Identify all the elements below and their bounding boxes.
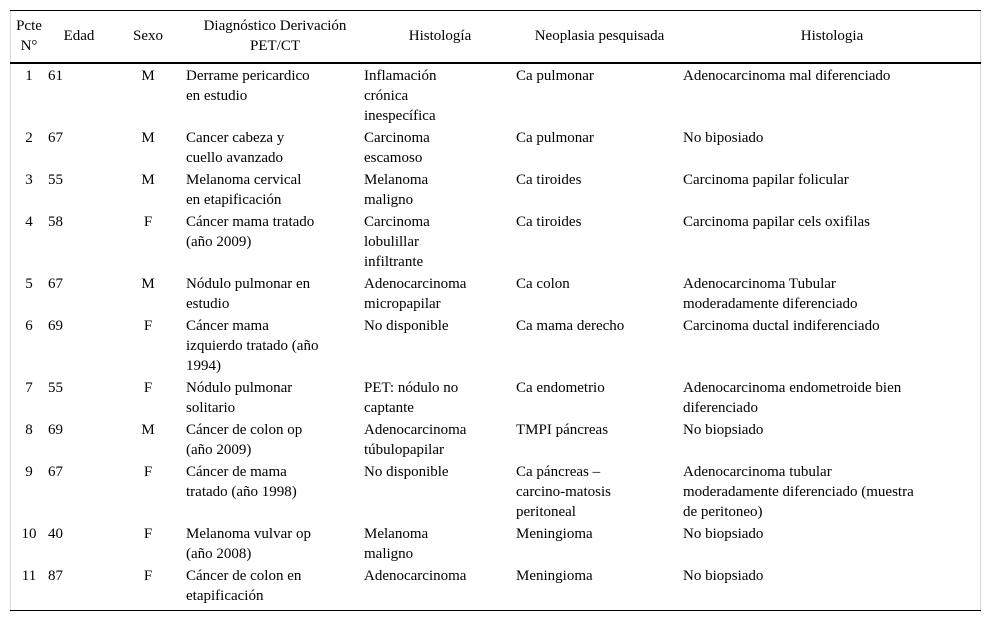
- header-histologia-2: [683, 11, 981, 63]
- cell-line: cuello avanzado: [186, 149, 284, 166]
- cell-line: escamoso: [364, 149, 423, 166]
- cell-edad: 87: [48, 564, 110, 611]
- cell-line: estudio: [186, 295, 230, 312]
- cell-edad: 67: [48, 275, 63, 292]
- cell-diagnostico: [186, 63, 364, 126]
- cell-line: Nódulo pulmonar: [186, 379, 293, 396]
- header-line: PET/CT: [249, 38, 300, 55]
- cell-line: maligno: [364, 545, 414, 562]
- cell-pcte-num: 1: [25, 67, 33, 84]
- cell-diagnostico: [186, 210, 364, 272]
- cell-line: Melanoma: [364, 525, 429, 542]
- cell-line: (año 2009): [186, 233, 252, 250]
- cell-neoplasia: [516, 272, 683, 314]
- cell-line: No disponible: [364, 463, 449, 480]
- cell-line: Carcinoma papilar folicular: [683, 171, 849, 188]
- cell-pcte-num: 8: [25, 421, 33, 438]
- cell-line: Derrame pericardico: [186, 67, 310, 84]
- cell-line: No biposiado: [683, 129, 764, 146]
- cell-histologia: [364, 168, 516, 210]
- cell-line: Carcinoma: [364, 213, 430, 230]
- header-line: Histologia: [800, 28, 864, 45]
- table-row: [10, 522, 981, 564]
- cell-pcte-num: 3: [25, 171, 33, 188]
- cell-pcte-num: 7: [25, 379, 33, 396]
- cell-histologia-2: [683, 460, 981, 522]
- table-row: [10, 460, 981, 522]
- table-row: [10, 168, 981, 210]
- cell-neoplasia: [516, 314, 683, 376]
- cell-line: Ca pulmonar: [516, 129, 594, 146]
- cell-histologia-2: [683, 564, 981, 611]
- cell-diagnostico: [186, 564, 364, 611]
- cell-line: 1994): [186, 357, 221, 374]
- cell-line: en etapificación: [186, 191, 282, 208]
- cell-histologia: [364, 418, 516, 460]
- cell-line: Cancer cabeza y: [186, 129, 285, 146]
- cell-line: lobulillar: [364, 233, 419, 250]
- cell-histologia: [364, 564, 516, 611]
- cell-line: tratado (año 1998): [186, 483, 297, 500]
- header-line: N°: [20, 38, 38, 55]
- cell-line: No biopsiado: [683, 525, 764, 542]
- cell-sexo: M: [141, 171, 155, 188]
- cell-diagnostico: [186, 418, 364, 460]
- header-line: Edad: [63, 28, 95, 45]
- table-container: [10, 10, 981, 612]
- cell-line: infiltrante: [364, 253, 424, 270]
- cell-line: Adenocarcinoma: [364, 421, 467, 438]
- cell-line: TMPI páncreas: [516, 421, 609, 438]
- cell-edad: 67: [48, 129, 63, 146]
- table-row: [10, 63, 981, 126]
- cell-line: moderadamente diferenciado (muestra: [683, 483, 914, 500]
- table-row: [10, 210, 981, 272]
- cell-line: Ca colon: [516, 275, 570, 292]
- cell-histologia-2: [683, 522, 981, 564]
- table-row: [10, 564, 981, 611]
- cell-line: izquierdo tratado (año: [186, 337, 319, 354]
- cell-histologia-2: [683, 418, 981, 460]
- cell-line: carcino-matosis: [516, 483, 611, 500]
- cell-histologia-2: [683, 314, 981, 376]
- cell-line: túbulopapilar: [364, 441, 444, 458]
- cell-sexo: F: [110, 564, 186, 611]
- cell-diagnostico: [186, 376, 364, 418]
- cell-line: Adenocarcinoma: [364, 275, 467, 292]
- header-line: Neoplasia pesquisada: [534, 28, 665, 45]
- cell-pcte-num: 9: [25, 463, 33, 480]
- cell-line: (año 2009): [186, 441, 252, 458]
- cell-line: Meningioma: [516, 525, 593, 542]
- cell-diagnostico: [186, 272, 364, 314]
- cell-line: Nódulo pulmonar en: [186, 275, 311, 292]
- cell-line: No biopsiado: [683, 567, 764, 584]
- cell-edad: 55: [48, 171, 63, 188]
- cell-diagnostico: [186, 168, 364, 210]
- header-line: Pcte: [16, 18, 42, 35]
- cell-edad: 69: [48, 317, 63, 334]
- cell-line: Adenocarcinoma Tubular: [683, 275, 836, 292]
- header-histologia: [364, 11, 516, 63]
- cell-sexo: F: [143, 463, 153, 480]
- cell-neoplasia: [516, 63, 683, 126]
- cell-line: Cáncer de colon op: [186, 421, 303, 438]
- cell-line: Ca endometrio: [516, 379, 605, 396]
- cell-pcte-num: 6: [25, 317, 33, 334]
- cell-histologia: [364, 126, 516, 168]
- cell-line: solitario: [186, 399, 236, 416]
- cell-line: Ca tiroides: [516, 171, 582, 188]
- cell-neoplasia: [516, 460, 683, 522]
- header-edad: [48, 11, 110, 63]
- cell-line: Melanoma cervical: [186, 171, 302, 188]
- cell-line: peritoneal: [516, 503, 576, 520]
- cell-histologia-2: [683, 272, 981, 314]
- cell-pcte-num: 4: [25, 213, 33, 230]
- cell-histologia: [364, 314, 516, 376]
- cell-line: inespecífica: [364, 107, 436, 124]
- cell-line: captante: [364, 399, 414, 416]
- cell-line: diferenciado: [683, 399, 758, 416]
- cell-pcte-num: 10: [21, 525, 37, 542]
- cell-line: Ca mama derecho: [516, 317, 625, 334]
- cell-sexo: M: [141, 129, 155, 146]
- cell-neoplasia: [516, 168, 683, 210]
- cell-neoplasia: [516, 522, 683, 564]
- cell-neoplasia: [516, 564, 683, 611]
- cell-line: Cáncer de mama: [186, 463, 287, 480]
- cell-histologia-2: [683, 168, 981, 210]
- cell-edad: 55: [48, 379, 63, 396]
- header-pcte-num: [10, 11, 48, 63]
- cell-line: moderadamente diferenciado: [683, 295, 858, 312]
- header-neoplasia: [516, 11, 683, 63]
- cell-neoplasia: [516, 126, 683, 168]
- cell-sexo: F: [143, 213, 153, 230]
- cell-line: micropapilar: [364, 295, 441, 312]
- header-sexo: [110, 11, 186, 63]
- header-line: Histología: [408, 28, 472, 45]
- cell-line: Cáncer de colon en: [186, 567, 302, 584]
- cell-neoplasia: [516, 418, 683, 460]
- cell-sexo: M: [141, 275, 155, 292]
- cell-line: en estudio: [186, 87, 248, 104]
- cell-line: No disponible: [364, 317, 449, 334]
- cell-line: Carcinoma: [364, 129, 430, 146]
- cell-histologia-2: [683, 210, 981, 272]
- cell-histologia: [364, 63, 516, 126]
- cell-line: Adenocarcinoma endometroide bien: [683, 379, 902, 396]
- cell-sexo: F: [143, 379, 153, 396]
- cell-line: Carcinoma papilar cels oxifilas: [683, 213, 871, 230]
- cell-diagnostico: [186, 460, 364, 522]
- cell-neoplasia: [516, 210, 683, 272]
- cell-pcte-num: 2: [25, 129, 33, 146]
- cell-histologia: [364, 460, 516, 522]
- cell-sexo: M: [141, 421, 155, 438]
- cell-sexo: F: [143, 317, 153, 334]
- cell-line: PET: nódulo no: [364, 379, 459, 396]
- cell-histologia-2: [683, 376, 981, 418]
- cell-line: etapificación: [186, 587, 264, 604]
- cell-diagnostico: [186, 522, 364, 564]
- header-diagnostico: [186, 11, 364, 63]
- cell-line: Melanoma vulvar op: [186, 525, 311, 542]
- cell-line: Adenocarcinoma mal diferenciado: [683, 67, 891, 84]
- cell-line: Adenocarcinoma tubular: [683, 463, 832, 480]
- cell-histologia-2: [683, 63, 981, 126]
- cell-line: Carcinoma ductal indiferenciado: [683, 317, 880, 334]
- cell-line: Cáncer mama tratado: [186, 213, 315, 230]
- table-row: [10, 376, 981, 418]
- table-row: [10, 126, 981, 168]
- cell-line: de peritoneo): [683, 503, 763, 520]
- cell-sexo: M: [141, 67, 155, 84]
- cell-line: Adenocarcinoma: [364, 567, 467, 584]
- cell-edad: 69: [48, 421, 63, 438]
- clinical-table: [10, 10, 981, 611]
- cell-diagnostico: [186, 126, 364, 168]
- cell-sexo: F: [143, 525, 153, 542]
- cell-histologia: [364, 376, 516, 418]
- cell-histologia: [364, 210, 516, 272]
- cell-edad: 61: [48, 67, 63, 84]
- cell-histologia: [364, 522, 516, 564]
- cell-line: Ca pulmonar: [516, 67, 594, 84]
- cell-pcte-num: 11: [10, 564, 48, 611]
- cell-edad: 40: [48, 525, 63, 542]
- cell-neoplasia: [516, 376, 683, 418]
- cell-line: Melanoma: [364, 171, 429, 188]
- cell-diagnostico: [186, 314, 364, 376]
- cell-line: maligno: [364, 191, 414, 208]
- cell-histologia: [364, 272, 516, 314]
- cell-line: (año 2008): [186, 545, 252, 562]
- table-row: [10, 272, 981, 314]
- cell-line: Meningioma: [516, 567, 593, 584]
- table-row: [10, 418, 981, 460]
- cell-line: No biopsiado: [683, 421, 764, 438]
- cell-histologia-2: [683, 126, 981, 168]
- cell-line: Ca tiroides: [516, 213, 582, 230]
- header-row: [10, 11, 981, 63]
- cell-line: Inflamación: [364, 67, 437, 84]
- cell-line: Ca páncreas –: [516, 463, 601, 480]
- table-body: [10, 63, 981, 611]
- table-row: [10, 314, 981, 376]
- header-line: Sexo: [133, 28, 163, 45]
- cell-edad: 58: [48, 213, 63, 230]
- cell-edad: 67: [48, 463, 63, 480]
- cell-line: crónica: [364, 87, 409, 104]
- cell-pcte-num: 5: [25, 275, 33, 292]
- cell-line: Cáncer mama: [186, 317, 269, 334]
- header-line: Diagnóstico Derivación: [203, 18, 347, 35]
